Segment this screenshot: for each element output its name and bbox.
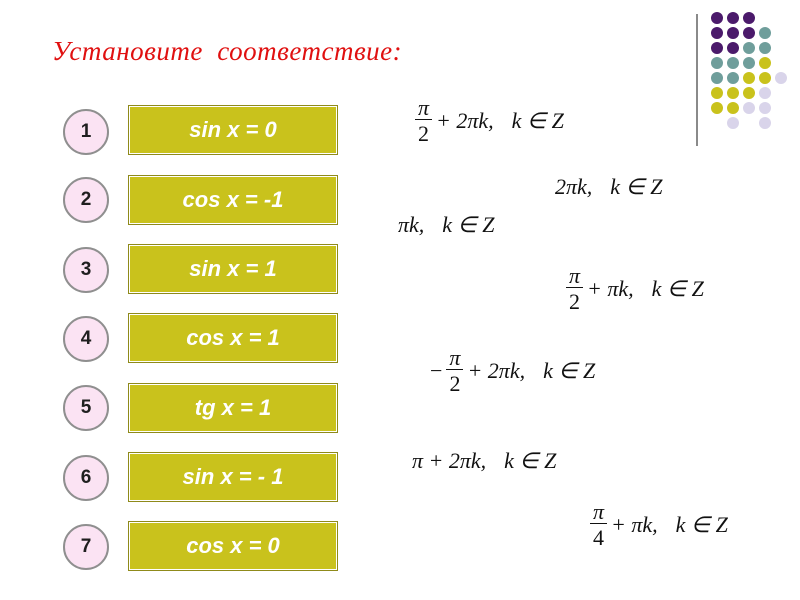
answer-6[interactable] xyxy=(412,448,556,474)
answer-7[interactable] xyxy=(590,500,728,549)
decor-dot xyxy=(711,12,723,24)
fraction-denominator: 2 xyxy=(569,289,581,315)
fraction-denominator: 2 xyxy=(449,371,461,397)
number-circle-2: 2 xyxy=(63,177,109,223)
answer-2[interactable] xyxy=(555,174,662,200)
fraction-numerator: π xyxy=(566,264,583,288)
decor-dot xyxy=(727,87,739,99)
decor-dot xyxy=(743,57,755,69)
decor-dot xyxy=(759,117,771,129)
decor-dot xyxy=(711,27,723,39)
decor-dot xyxy=(727,117,739,129)
decor-dot xyxy=(759,42,771,54)
decor-dot xyxy=(759,87,771,99)
decorative-divider-line xyxy=(696,14,698,146)
decor-dot xyxy=(711,42,723,54)
answer-condition: k ∈ Z xyxy=(651,275,704,301)
decor-dot xyxy=(775,72,787,84)
decor-dot xyxy=(711,87,723,99)
fraction-denominator: 4 xyxy=(593,525,605,551)
decor-dot xyxy=(727,57,739,69)
fraction-numerator: π xyxy=(446,346,463,370)
answer-condition: k ∈ Z xyxy=(504,448,557,473)
fraction-numerator: π xyxy=(415,96,432,120)
equation-box-5[interactable]: tg x = 1 xyxy=(128,383,338,433)
decor-dot xyxy=(711,102,723,114)
decor-dot xyxy=(743,27,755,39)
number-circle-3: 3 xyxy=(63,247,109,293)
answer-expression: + 2πk, xyxy=(467,357,526,383)
number-circle-1: 1 xyxy=(63,109,109,155)
decor-dot xyxy=(727,27,739,39)
decor-dot xyxy=(743,87,755,99)
number-circle-7: 7 xyxy=(63,524,109,570)
equation-box-1[interactable]: sin x = 0 xyxy=(128,105,338,155)
answer-expression: + πk, xyxy=(587,275,634,301)
decor-dot xyxy=(727,12,739,24)
decor-dot xyxy=(727,72,739,84)
answer-expression: + 2πk, xyxy=(436,107,494,133)
number-circle-6: 6 xyxy=(63,455,109,501)
number-circle-5: 5 xyxy=(63,385,109,431)
answer-condition: k ∈ Z xyxy=(610,174,663,199)
fraction-denominator: 2 xyxy=(418,121,430,147)
decor-dot xyxy=(759,27,771,39)
minus-sign: − xyxy=(430,357,443,383)
answer-condition: k ∈ Z xyxy=(675,511,728,537)
fraction xyxy=(446,346,463,395)
fraction xyxy=(566,264,583,313)
slide-title: Установите соответствие: xyxy=(52,36,403,66)
decor-dot xyxy=(711,72,723,84)
answer-condition: k ∈ Z xyxy=(511,107,564,133)
answer-3[interactable] xyxy=(398,212,494,238)
fraction-numerator: π xyxy=(590,500,607,524)
decor-dot xyxy=(743,12,755,24)
answer-1[interactable] xyxy=(415,96,564,145)
decor-dot xyxy=(711,57,723,69)
equation-box-2[interactable]: cos x = -1 xyxy=(128,175,338,225)
answer-expression: + πk, xyxy=(611,511,658,537)
answer-condition: k ∈ Z xyxy=(543,357,596,383)
decor-dot xyxy=(759,57,771,69)
answer-expression: π + 2πk, xyxy=(412,448,487,473)
fraction xyxy=(590,500,607,549)
decor-dot xyxy=(759,72,771,84)
equation-box-6[interactable]: sin x = - 1 xyxy=(128,452,338,502)
answer-expression: πk, xyxy=(398,212,425,237)
answer-expression: 2πk, xyxy=(555,174,593,199)
decor-dot xyxy=(743,102,755,114)
answer-5[interactable] xyxy=(430,346,595,395)
fraction xyxy=(415,96,432,145)
decor-dot xyxy=(743,42,755,54)
number-circle-4: 4 xyxy=(63,316,109,362)
decor-dot xyxy=(743,72,755,84)
decor-dot xyxy=(759,102,771,114)
equation-box-3[interactable]: sin x = 1 xyxy=(128,244,338,294)
decor-dot xyxy=(727,42,739,54)
decor-dot xyxy=(727,102,739,114)
equation-box-4[interactable]: cos x = 1 xyxy=(128,313,338,363)
equation-box-7[interactable]: cos x = 0 xyxy=(128,521,338,571)
answer-condition: k ∈ Z xyxy=(442,212,495,237)
answer-4[interactable] xyxy=(566,264,704,313)
